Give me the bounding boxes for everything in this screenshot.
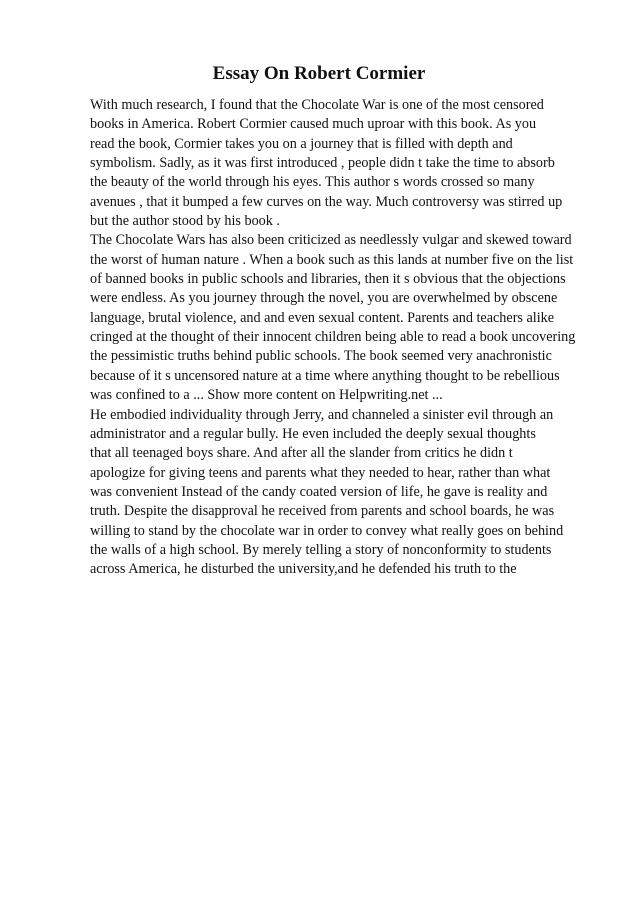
body-line: truth. Despite the disapproval he received from parents and school boards, he was <box>90 503 555 520</box>
document-title: Essay On Robert Cormier <box>212 63 426 84</box>
body-line: The Chocolate Wars has also been criticized as needlessly vulgar and skewed toward <box>90 232 572 249</box>
body-line: the beauty of the world through his eyes. This author s words crossed so many <box>90 174 535 191</box>
body-line: books in America. Robert Cormier caused much uproar with this book. As you <box>90 116 537 133</box>
body-line: With much research, I found that the Chocolate War is one of the most censored <box>90 97 544 113</box>
body-line: the walls of a high school. By merely telling a story of nonconformity to students <box>90 541 552 558</box>
body-line: administrator and a regular bully. He even included the deeply sexual thoughts <box>90 425 536 442</box>
body-line: were endless. As you journey through the novel, you are overwhelmed by obscene <box>90 290 558 307</box>
document-body <box>90 96 600 580</box>
body-line: the pessimistic truths behind public schools. The book seemed very anachronistic <box>90 348 552 365</box>
body-line: willing to stand by the chocolate war in order to convey what really goes on behind <box>90 522 564 539</box>
body-line: read the book, Cormier takes you on a journey that is filled with depth and <box>90 135 513 152</box>
body-line: but the author stood by his book . <box>90 213 280 230</box>
body-line: symbolism. Sadly, as it was first introduced , people didn t take the time to absorb <box>90 155 555 172</box>
body-line: language, brutal violence, and and even sexual content. Parents and teachers alike <box>90 309 555 326</box>
body-line: that all teenaged boys share. And after all the slander from critics he didn t <box>90 445 513 462</box>
body-line: because of it s uncensored nature at a time where anything thought to be rebellious <box>90 367 560 384</box>
body-line: was convenient Instead of the candy coated version of life, he gave is reality and <box>90 483 548 500</box>
body-line: of banned books in public schools and libraries, then it s obvious that the objections <box>90 271 566 288</box>
body-line: across America, he disturbed the university,and he defended his truth to the <box>90 561 517 578</box>
body-line: apologize for giving teens and parents what they needed to hear, rather than what <box>90 464 551 481</box>
body-line: He embodied individuality through Jerry, and channeled a sinister evil through an <box>90 406 554 423</box>
body-line: cringed at the thought of their innocent children being able to read a book uncovering <box>90 329 576 346</box>
body-line: was confined to a ... Show more content on Helpwriting.net ... <box>90 387 443 404</box>
body-line: the worst of human nature . When a book such as this lands at number five on the list <box>90 251 574 268</box>
body-line: avenues , that it bumped a few curves on the way. Much controversy was stirred up <box>90 193 563 210</box>
